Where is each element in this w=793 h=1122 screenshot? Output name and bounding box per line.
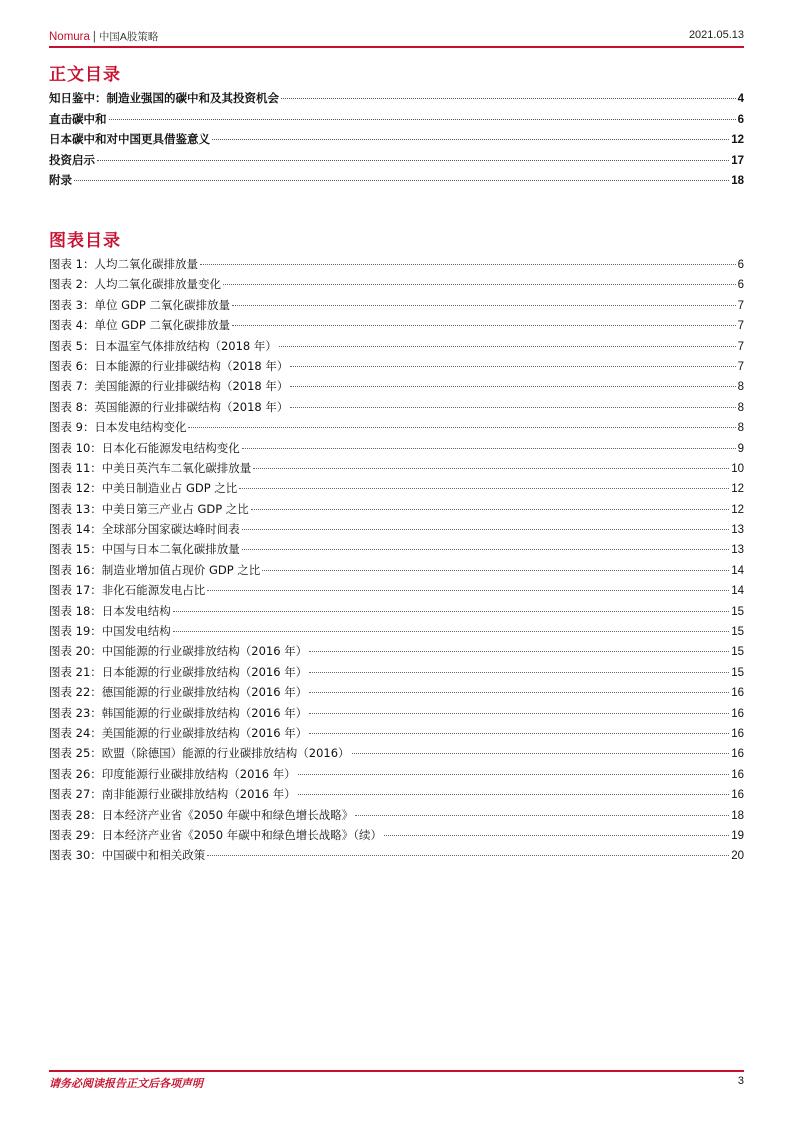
figure-entry-page: 8 [737, 422, 744, 435]
figure-entry-text: 图表 21：日本能源的行业碳排放结构（2016 年） [49, 664, 308, 679]
figure-entry-text: 图表 1：人均二氧化碳排放量 [49, 257, 198, 271]
figure-entry[interactable] [49, 786, 744, 806]
toc-entry-text: 知日鉴中：制造业强国的碳中和及其投资机会 [49, 91, 279, 105]
figure-entry-text: 图表 14：全球部分国家碳达峰时间表 [49, 522, 240, 537]
figure-entry-text: 图表 16：制造业增加值占现价 GDP 之比 [49, 562, 261, 577]
figure-entry-text: 图表 12：中美日制造业占 GDP 之比 [49, 481, 238, 496]
dot-leader [355, 815, 729, 816]
dot-leader [290, 407, 735, 408]
figure-entry-page: 16 [731, 687, 744, 700]
figure-entry[interactable] [49, 603, 744, 623]
figure-entry[interactable] [49, 562, 744, 582]
dot-leader [262, 570, 729, 571]
dot-leader [242, 529, 729, 530]
figure-entry-text: 图表 2：人均二氧化碳排放量变化 [49, 277, 221, 292]
figure-entry[interactable] [49, 378, 744, 398]
header-separator: | [92, 31, 96, 43]
figure-entry[interactable] [49, 541, 744, 561]
figure-entry-page: 16 [731, 707, 744, 720]
dot-leader [309, 733, 729, 734]
figure-entry-text: 图表 18：日本发电结构 [49, 603, 171, 618]
dot-leader [74, 180, 729, 181]
toc-title: 正文目录 [49, 65, 121, 85]
dot-leader [279, 346, 736, 347]
figure-entry[interactable] [49, 643, 744, 663]
dot-leader [232, 325, 736, 326]
figure-entry-text: 图表 30：中国碳中和相关政策 [49, 848, 206, 863]
figure-entry[interactable] [49, 276, 744, 296]
dot-leader [242, 448, 736, 449]
figure-entry-page: 8 [737, 381, 744, 394]
figure-entry-text: 图表 28：日本经济产业省《2050 年碳中和绿色增长战略》 [49, 807, 354, 822]
figure-entry[interactable] [49, 521, 744, 541]
dot-leader [298, 774, 729, 775]
figures-list [49, 256, 744, 868]
figure-entry-page: 7 [737, 320, 744, 333]
footer-disclaimer: 请务必阅读报告正文后各项声明 [49, 1077, 203, 1090]
figure-entry-text: 图表 11：中美日英汽车二氧化碳排放量 [49, 460, 252, 475]
toc-entry-text: 投资启示 [49, 152, 95, 167]
dot-leader [384, 835, 729, 836]
toc-entry[interactable] [49, 152, 744, 173]
figure-entry-text: 图表 8：英国能源的行业排碳结构（2018 年） [49, 399, 289, 414]
dot-leader [200, 264, 736, 265]
figure-entry-text: 图表 27：南非能源行业碳排放结构（2016 年） [49, 787, 296, 802]
figure-entry[interactable] [49, 684, 744, 704]
dot-leader [173, 631, 729, 632]
figure-entry-page: 20 [731, 850, 744, 863]
figure-entry-page: 9 [737, 442, 744, 455]
figure-entry-text: 图表 5：日本温室气体排放结构（2018 年） [49, 338, 277, 353]
toc-entry[interactable] [49, 131, 744, 152]
figures-title: 图表目录 [49, 231, 121, 251]
figure-entry-page: 16 [731, 727, 744, 740]
brand-name: Nomura [49, 31, 90, 43]
figure-entry-text: 图表 25：欧盟（除德国）能源的行业碳排放结构（2016） [49, 746, 350, 761]
dot-leader [251, 509, 729, 510]
figure-entry[interactable] [49, 399, 744, 419]
figure-entry[interactable] [49, 807, 744, 827]
figure-entry[interactable] [49, 705, 744, 725]
header-subtitle: 中国A股策略 [98, 31, 159, 43]
figure-entry[interactable] [49, 745, 744, 765]
figure-entry-page: 12 [731, 503, 744, 516]
figure-entry-text: 图表 9：日本发电结构变化 [49, 420, 187, 435]
figure-entry-page: 7 [737, 360, 744, 373]
dot-leader [173, 611, 729, 612]
figure-entry-page: 10 [731, 462, 744, 475]
figure-entry-text: 图表 29：日本经济产业省《2050 年碳中和绿色增长战略》（续） [49, 827, 382, 842]
dot-leader [253, 468, 729, 469]
figure-entry-text: 图表 15：中国与日本二氧化碳排放量 [49, 542, 240, 557]
figure-entry-page: 16 [731, 789, 744, 802]
dot-leader [281, 98, 736, 99]
figure-entry-text: 图表 26：印度能源行业碳排放结构（2016 年） [49, 766, 296, 781]
figure-entry-text: 图表 17：非化石能源发电占比 [49, 583, 206, 598]
figure-entry[interactable] [49, 460, 744, 480]
figure-entry-text: 图表 13：中美日第三产业占 GDP 之比 [49, 501, 249, 516]
toc-entry-text: 直击碳中和 [49, 111, 107, 126]
figure-entry-page: 6 [737, 259, 744, 271]
figure-entry[interactable] [49, 582, 744, 602]
figure-entry[interactable] [49, 358, 744, 378]
figure-entry-page: 19 [731, 829, 744, 842]
figure-entry-text: 图表 19：中国发电结构 [49, 624, 171, 639]
figure-entry-page: 13 [731, 544, 744, 557]
dot-leader [309, 672, 729, 673]
figure-entry-page: 16 [731, 748, 744, 761]
page-footer [49, 1075, 744, 1093]
dot-leader [290, 386, 735, 387]
dot-leader [207, 590, 729, 591]
dot-leader [298, 794, 729, 795]
figure-entry-page: 16 [731, 768, 744, 781]
figure-entry[interactable] [49, 419, 744, 439]
figure-entry[interactable] [49, 440, 744, 460]
toc-entry-page: 6 [737, 113, 744, 126]
toc-entry-page: 18 [731, 175, 744, 187]
dot-leader [290, 366, 735, 367]
dot-leader [239, 488, 729, 489]
figure-entry-text: 图表 6：日本能源的行业排碳结构（2018 年） [49, 358, 289, 373]
page-header [49, 27, 744, 45]
figure-entry[interactable] [49, 297, 744, 317]
dot-leader [309, 713, 729, 714]
figure-entry-page: 14 [731, 564, 744, 577]
figure-entry-text: 图表 4：单位 GDP 二氧化碳排放量 [49, 318, 230, 333]
toc-entry[interactable] [49, 172, 744, 193]
dot-leader [309, 692, 729, 693]
footer-page-number: 3 [737, 1075, 744, 1087]
figure-entry-text: 图表 7：美国能源的行业排碳结构（2018 年） [49, 379, 289, 394]
figure-entry-text: 图表 24：美国能源的行业碳排放结构（2016 年） [49, 725, 308, 740]
figure-entry-page: 18 [731, 809, 744, 822]
toc-entry-text: 日本碳中和对中国更具借鉴意义 [49, 132, 210, 146]
figure-entry-page: 7 [737, 299, 744, 312]
figure-entry-page: 15 [731, 605, 744, 618]
figure-entry[interactable] [49, 766, 744, 786]
header-brand-line [49, 29, 158, 44]
header-date: 2021.05.13 [688, 29, 744, 41]
figure-entry[interactable] [49, 256, 744, 276]
figure-entry-text: 图表 3：单位 GDP 二氧化碳排放量 [49, 297, 230, 312]
toc-entry-page: 17 [731, 154, 744, 167]
figure-entry[interactable] [49, 501, 744, 521]
dot-leader [207, 855, 729, 856]
figure-entry[interactable] [49, 827, 744, 847]
toc-entry[interactable] [49, 90, 744, 111]
toc-entry-text: 附录 [49, 173, 72, 187]
dot-leader [242, 549, 729, 550]
header-rule [49, 46, 744, 48]
footer-rule [49, 1070, 744, 1072]
toc-entry-page: 4 [737, 93, 744, 105]
figure-entry[interactable] [49, 623, 744, 643]
toc-list [49, 90, 744, 193]
figure-entry-text: 图表 23：韩国能源的行业碳排放结构（2016 年） [49, 705, 308, 720]
dot-leader [232, 305, 736, 306]
dot-leader [309, 651, 729, 652]
figure-entry-page: 15 [731, 646, 744, 659]
figure-entry[interactable] [49, 847, 744, 867]
figure-entry-text: 图表 22：德国能源的行业碳排放结构（2016 年） [49, 685, 308, 700]
dot-leader [352, 753, 730, 754]
figure-entry[interactable] [49, 480, 744, 500]
toc-entry-page: 12 [731, 134, 744, 146]
figure-entry-page: 13 [731, 524, 744, 537]
toc-entry[interactable] [49, 111, 744, 132]
figure-entry-page: 6 [737, 279, 744, 292]
figure-entry-page: 12 [731, 483, 744, 496]
dot-leader [223, 284, 736, 285]
figure-entry-page: 14 [731, 585, 744, 598]
figure-entry-text: 图表 20：中国能源的行业碳排放结构（2016 年） [49, 644, 308, 659]
figure-entry-page: 8 [737, 401, 744, 414]
figure-entry-page: 15 [731, 626, 744, 639]
figure-entry[interactable] [49, 338, 744, 358]
figure-entry-text: 图表 10：日本化石能源发电结构变化 [49, 440, 240, 455]
dot-leader [109, 119, 736, 120]
figure-entry[interactable] [49, 664, 744, 684]
figure-entry-page: 7 [737, 340, 744, 353]
dot-leader [97, 160, 729, 161]
figure-entry[interactable] [49, 725, 744, 745]
figure-entry-page: 15 [731, 666, 744, 679]
dot-leader [212, 139, 729, 140]
dot-leader [188, 427, 735, 428]
figure-entry[interactable] [49, 317, 744, 337]
